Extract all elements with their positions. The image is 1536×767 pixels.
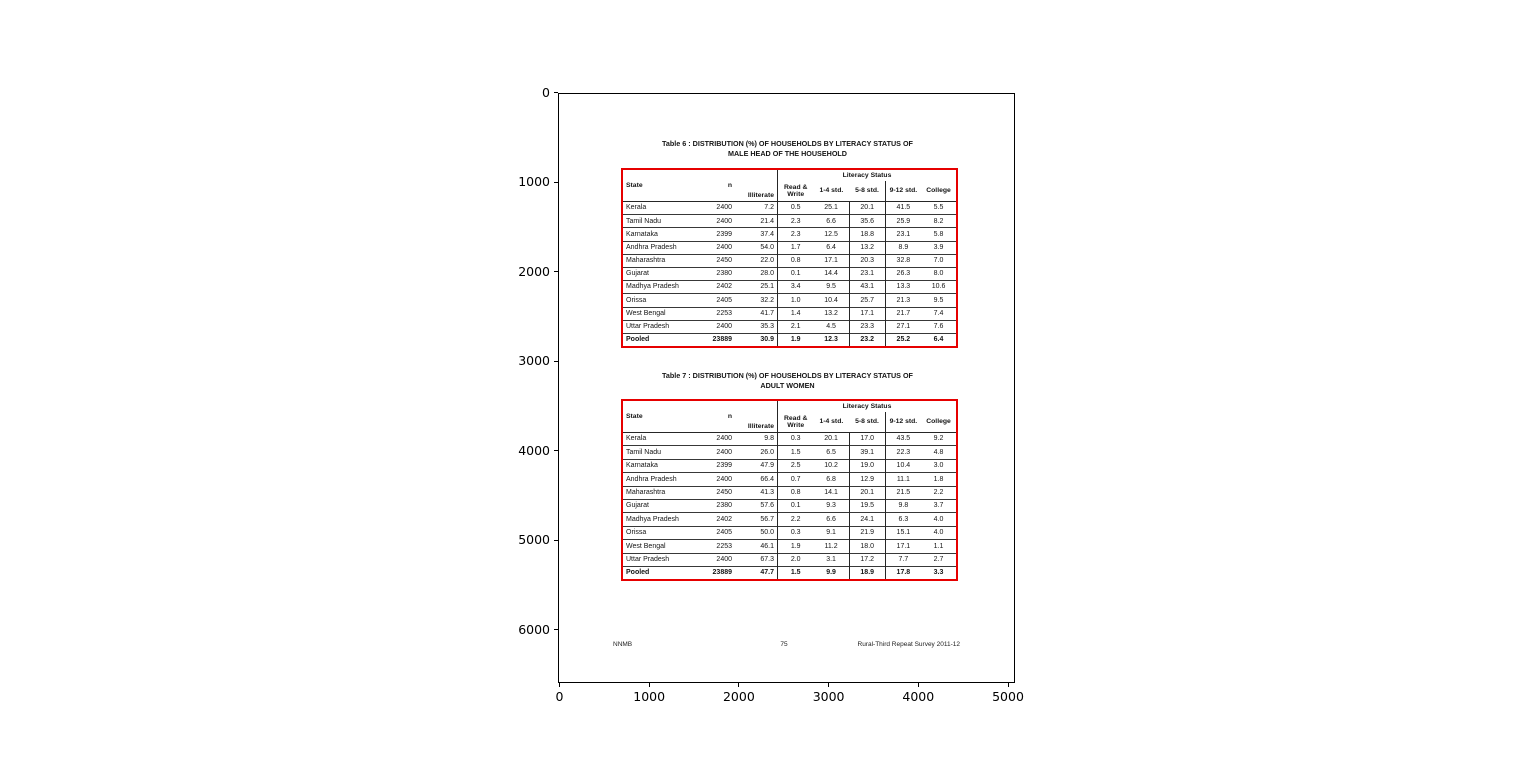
value-cell: 1.5 — [778, 566, 814, 579]
value-cell: 1.4 — [778, 307, 814, 320]
table-header-row — [622, 169, 957, 181]
value-cell: 47.9 — [760, 462, 774, 470]
state-cell: Andhra Pradesh — [626, 475, 677, 483]
value-cell: 2253 — [716, 309, 732, 317]
x-axis-tick — [1008, 683, 1009, 687]
state-cell: Madhya Pradesh — [626, 515, 679, 523]
table-header-row — [622, 400, 957, 412]
y-axis-tick — [554, 271, 558, 272]
value-cell: 17.0 — [849, 433, 885, 446]
y-axis-tick-label: 3000 — [518, 353, 550, 368]
table-row — [622, 526, 957, 539]
value-cell: 25.9 — [885, 215, 921, 228]
x-axis-tick — [559, 683, 560, 687]
value-cell: 0.3 — [778, 526, 814, 539]
value-cell: 43.1 — [849, 281, 885, 294]
value-cell: 21.9 — [849, 526, 885, 539]
y-axis-tick — [554, 629, 558, 630]
value-cell: 12.5 — [824, 230, 838, 238]
value-cell: 23889 — [712, 569, 732, 577]
value-cell: 6.5 — [826, 448, 836, 456]
value-cell: 19.5 — [849, 499, 885, 512]
column-header-9-12-std: 9-12 std. — [885, 412, 921, 433]
value-cell: 0.1 — [778, 499, 814, 512]
value-cell: 2.7 — [933, 555, 944, 563]
value-cell: 2400 — [716, 448, 732, 456]
value-cell: 17.1 — [849, 307, 885, 320]
value-cell: 17.1 — [885, 540, 921, 553]
value-cell: 2402 — [716, 283, 732, 291]
value-cell: 6.8 — [826, 475, 836, 483]
value-cell: 3.3 — [933, 569, 944, 577]
state-cell: Kerala — [626, 435, 647, 443]
table-row — [622, 320, 957, 333]
table-row — [622, 486, 957, 499]
value-cell: 26.3 — [885, 267, 921, 280]
value-cell: 3.1 — [826, 555, 836, 563]
table-7-body — [622, 433, 957, 580]
value-cell: 54.0 — [760, 243, 774, 251]
x-axis-tick-label: 2000 — [722, 689, 755, 704]
plot-area — [558, 93, 1015, 683]
value-cell: 0.8 — [778, 254, 814, 267]
value-cell: 35.3 — [760, 323, 774, 331]
x-axis-tick — [918, 683, 919, 687]
value-cell: 4.8 — [933, 448, 944, 456]
table-row — [622, 267, 957, 280]
value-cell: 2400 — [716, 204, 732, 212]
y-axis-tick — [554, 450, 558, 451]
value-cell: 9.2 — [933, 435, 944, 443]
value-cell: 27.1 — [885, 320, 921, 333]
value-cell: 9.3 — [826, 502, 836, 510]
value-cell: 8.2 — [933, 217, 944, 225]
value-cell: 11.1 — [885, 473, 921, 486]
column-header-9-12-std: 9-12 std. — [885, 181, 921, 202]
value-cell: 32.2 — [760, 296, 774, 304]
value-cell: 9.1 — [826, 529, 836, 537]
value-cell: 6.6 — [826, 515, 836, 523]
value-cell: 1.9 — [778, 540, 814, 553]
value-cell: 9.5 — [826, 283, 836, 291]
table-7 — [621, 399, 958, 581]
state-cell: Maharashtra — [626, 257, 666, 265]
state-cell: Karnataka — [626, 462, 658, 470]
value-cell: 0.3 — [778, 433, 814, 446]
value-cell: 23.3 — [849, 320, 885, 333]
table-row — [622, 281, 957, 294]
y-axis-tick — [554, 92, 558, 93]
value-cell: 1.1 — [933, 542, 944, 550]
table-row — [622, 202, 957, 215]
value-cell: 22.3 — [885, 446, 921, 459]
table-row — [622, 294, 957, 307]
value-cell: 18.9 — [849, 566, 885, 579]
state-cell: Tamil Nadu — [626, 217, 662, 225]
y-axis-tick — [554, 540, 558, 541]
x-axis-tick-label: 5000 — [992, 689, 1024, 704]
value-cell: 1.7 — [778, 241, 814, 254]
value-cell: 2405 — [716, 529, 732, 537]
document-page — [559, 94, 1014, 682]
column-header-state: State — [626, 412, 643, 420]
column-header-n: n — [727, 412, 732, 420]
value-cell: 8.0 — [933, 270, 944, 278]
value-cell: 35.6 — [849, 215, 885, 228]
value-cell: 1.5 — [778, 446, 814, 459]
value-cell: 66.4 — [760, 475, 774, 483]
state-cell: Kerala — [626, 204, 647, 212]
value-cell: 2405 — [716, 296, 732, 304]
value-cell: 30.9 — [760, 335, 774, 343]
value-cell: 1.0 — [778, 294, 814, 307]
value-cell: 0.8 — [778, 486, 814, 499]
value-cell: 2450 — [716, 489, 732, 496]
value-cell: 15.1 — [885, 526, 921, 539]
state-cell: Madhya Pradesh — [626, 283, 679, 291]
value-cell: 7.6 — [933, 323, 944, 331]
state-cell: Gujarat — [626, 502, 649, 510]
value-cell: 14.1 — [824, 489, 838, 496]
column-header-5-8-std: 5-8 std. — [855, 187, 879, 195]
state-cell: Uttar Pradesh — [626, 555, 670, 563]
value-cell: 19.0 — [849, 459, 885, 472]
value-cell: 50.0 — [760, 529, 774, 537]
table-row — [622, 228, 957, 241]
table-row — [622, 254, 957, 267]
value-cell: 1.9 — [778, 333, 814, 346]
value-cell: 20.1 — [824, 435, 838, 443]
value-cell: 2400 — [716, 217, 732, 225]
column-header-1-4-std: 1-4 std. — [819, 187, 844, 195]
state-cell: Karnataka — [626, 230, 658, 238]
value-cell: 2402 — [716, 515, 732, 523]
value-cell: 10.6 — [931, 283, 946, 291]
value-cell: 2.0 — [778, 553, 814, 566]
value-cell: 12.3 — [824, 335, 838, 343]
footer-left: NNMB — [613, 641, 633, 648]
value-cell: 2400 — [716, 475, 732, 483]
state-cell: Pooled — [626, 335, 650, 343]
value-cell: 57.6 — [760, 502, 774, 510]
value-cell: 6.4 — [933, 335, 944, 343]
value-cell: 25.1 — [760, 283, 774, 291]
group-header-literacy-status: Literacy Status — [778, 400, 958, 412]
value-cell: 17.1 — [824, 257, 838, 265]
x-axis-tick — [649, 683, 650, 687]
x-axis-tick — [828, 683, 829, 687]
value-cell: 9.8 — [764, 435, 774, 443]
state-cell: Uttar Pradesh — [626, 323, 670, 331]
value-cell: 23889 — [712, 335, 732, 343]
table-row — [622, 566, 957, 579]
value-cell: 0.7 — [778, 473, 814, 486]
table-6-body — [622, 202, 957, 347]
value-cell: 26.0 — [760, 448, 774, 456]
value-cell: 7.0 — [933, 257, 944, 265]
page-footer — [559, 641, 1017, 651]
table-row — [622, 499, 957, 512]
value-cell: 2380 — [716, 502, 732, 510]
value-cell: 2.1 — [778, 320, 814, 333]
value-cell: 20.1 — [849, 486, 885, 499]
value-cell: 9.5 — [933, 296, 944, 304]
value-cell: 2400 — [716, 323, 732, 331]
table-row — [622, 553, 957, 566]
value-cell: 2400 — [716, 435, 732, 443]
value-cell: 5.8 — [933, 230, 944, 238]
y-axis-tick — [554, 182, 558, 183]
value-cell: 21.5 — [885, 486, 921, 499]
column-header-illiterate: Illiterate — [747, 422, 774, 430]
value-cell: 2400 — [716, 555, 732, 563]
value-cell: 41.7 — [760, 309, 774, 317]
table-7-title — [599, 371, 976, 390]
value-cell: 2.2 — [933, 489, 944, 496]
value-cell: 2.3 — [778, 215, 814, 228]
y-axis-tick-label: 5000 — [518, 532, 550, 547]
table-row — [622, 307, 957, 320]
table-row — [622, 446, 957, 459]
table-7-title-line1: Table 7 : DISTRIBUTION (%) OF HOUSEHOLDS BY LITERACY STATUS OF — [662, 371, 913, 380]
state-cell: Tamil Nadu — [626, 448, 662, 456]
value-cell: 4.0 — [933, 515, 944, 523]
value-cell: 5.5 — [933, 204, 944, 212]
column-header-state: State — [626, 181, 643, 189]
value-cell: 18.0 — [849, 540, 885, 553]
value-cell: 47.7 — [760, 569, 774, 577]
state-cell: West Bengal — [626, 309, 666, 317]
table-row — [622, 513, 957, 526]
y-axis-tick-label: 0 — [542, 84, 550, 100]
state-cell: Pooled — [626, 569, 650, 577]
value-cell: 10.2 — [824, 462, 838, 470]
table-6-title — [599, 139, 976, 158]
value-cell: 2.5 — [778, 459, 814, 472]
value-cell: 25.2 — [885, 333, 921, 346]
value-cell: 8.9 — [885, 241, 921, 254]
footer-page-number: 75 — [780, 641, 788, 648]
value-cell: 3.0 — [933, 462, 944, 470]
table-row — [622, 459, 957, 472]
table-row — [622, 433, 957, 446]
value-cell: 2.3 — [778, 228, 814, 241]
column-header-1-4-std: 1-4 std. — [819, 418, 844, 426]
table-row — [622, 333, 957, 346]
table-6-title-line1: Table 6 : DISTRIBUTION (%) OF HOUSEHOLDS BY LITERACY STATUS OF — [662, 139, 913, 148]
table-6 — [621, 168, 958, 348]
state-cell: Gujarat — [626, 270, 649, 278]
value-cell: 21.7 — [885, 307, 921, 320]
footer-right: Rural-Third Repeat Survey 2011-12 — [857, 641, 960, 648]
state-cell: Orissa — [626, 296, 647, 304]
y-axis-tick-label: 4000 — [518, 442, 550, 458]
table-7-header — [622, 400, 957, 433]
value-cell: 12.9 — [849, 473, 885, 486]
value-cell: 13.3 — [885, 281, 921, 294]
value-cell: 21.4 — [760, 217, 774, 225]
value-cell: 7.4 — [933, 309, 944, 317]
value-cell: 23.1 — [849, 267, 885, 280]
value-cell: 9.8 — [885, 499, 921, 512]
value-cell: 2400 — [716, 243, 732, 251]
value-cell: 23.1 — [885, 228, 921, 241]
group-header-literacy-status: Literacy Status — [778, 169, 958, 181]
table-row — [622, 241, 957, 254]
value-cell: 11.2 — [824, 542, 838, 550]
value-cell: 46.1 — [760, 542, 774, 550]
value-cell: 0.1 — [778, 267, 814, 280]
column-header-read-write: Read & Write — [778, 181, 814, 202]
value-cell: 23.2 — [849, 333, 885, 346]
value-cell: 2380 — [716, 270, 732, 278]
value-cell: 3.7 — [933, 502, 944, 510]
value-cell: 39.1 — [849, 446, 885, 459]
value-cell: 3.4 — [778, 281, 814, 294]
value-cell: 10.4 — [824, 296, 838, 304]
value-cell: 22.0 — [760, 257, 774, 265]
value-cell: 7.2 — [764, 204, 774, 212]
y-axis-tick-label: 6000 — [518, 621, 550, 637]
value-cell: 9.9 — [826, 569, 836, 577]
value-cell: 6.4 — [826, 243, 836, 251]
value-cell: 0.5 — [778, 202, 814, 215]
value-cell: 28.0 — [760, 270, 774, 278]
x-axis-tick-label: 3000 — [812, 689, 845, 704]
state-cell: Orissa — [626, 529, 647, 537]
table-row — [622, 215, 957, 228]
value-cell: 14.4 — [824, 270, 838, 278]
value-cell: 13.2 — [824, 309, 838, 317]
value-cell: 18.8 — [849, 228, 885, 241]
value-cell: 17.2 — [849, 553, 885, 566]
value-cell: 6.6 — [826, 217, 836, 225]
column-header-college: College — [926, 418, 951, 426]
value-cell: 4.5 — [826, 323, 836, 331]
value-cell: 67.3 — [760, 555, 774, 563]
table-row — [622, 473, 957, 486]
value-cell: 32.8 — [885, 254, 921, 267]
value-cell: 2253 — [716, 542, 732, 550]
value-cell: 2450 — [716, 257, 732, 265]
state-cell: Maharashtra — [626, 489, 666, 496]
column-header-illiterate: Illiterate — [747, 191, 774, 199]
table-7-title-line2: ADULT WOMEN — [760, 380, 815, 390]
value-cell: 2.2 — [778, 513, 814, 526]
state-cell: West Bengal — [626, 542, 666, 550]
value-cell: 37.4 — [760, 230, 774, 238]
value-cell: 4.0 — [933, 529, 944, 537]
value-cell: 20.1 — [849, 202, 885, 215]
value-cell: 2399 — [716, 230, 732, 238]
value-cell: 2399 — [716, 462, 732, 470]
y-axis-tick — [554, 361, 558, 362]
column-header-read-write: Read & Write — [778, 412, 814, 433]
value-cell: 56.7 — [760, 515, 774, 523]
x-axis-tick-label: 0 — [555, 689, 564, 704]
column-header-5-8-std: 5-8 std. — [855, 418, 879, 426]
table-row — [622, 540, 957, 553]
table-6-header — [622, 169, 957, 202]
x-axis-tick-label: 4000 — [902, 689, 935, 704]
value-cell: 7.7 — [885, 553, 921, 566]
column-header-n: n — [727, 181, 732, 189]
y-axis-tick-label: 1000 — [518, 174, 550, 189]
x-axis-tick — [738, 683, 739, 687]
value-cell: 10.4 — [885, 459, 921, 472]
value-cell: 17.8 — [885, 566, 921, 579]
value-cell: 25.7 — [849, 294, 885, 307]
value-cell: 25.1 — [824, 204, 838, 212]
value-cell: 43.5 — [885, 433, 921, 446]
value-cell: 20.3 — [849, 254, 885, 267]
x-axis-tick-label: 1000 — [633, 689, 666, 704]
value-cell: 13.2 — [849, 241, 885, 254]
state-cell: Andhra Pradesh — [626, 243, 677, 251]
value-cell: 41.3 — [760, 489, 774, 496]
value-cell: 21.3 — [885, 294, 921, 307]
value-cell: 1.8 — [933, 475, 944, 483]
value-cell: 24.1 — [849, 513, 885, 526]
table-6-title-line2: MALE HEAD OF THE HOUSEHOLD — [728, 148, 847, 158]
value-cell: 3.9 — [933, 243, 944, 251]
y-axis-tick-label: 2000 — [518, 263, 550, 279]
value-cell: 41.5 — [885, 202, 921, 215]
column-header-college: College — [926, 187, 951, 195]
value-cell: 6.3 — [885, 513, 921, 526]
